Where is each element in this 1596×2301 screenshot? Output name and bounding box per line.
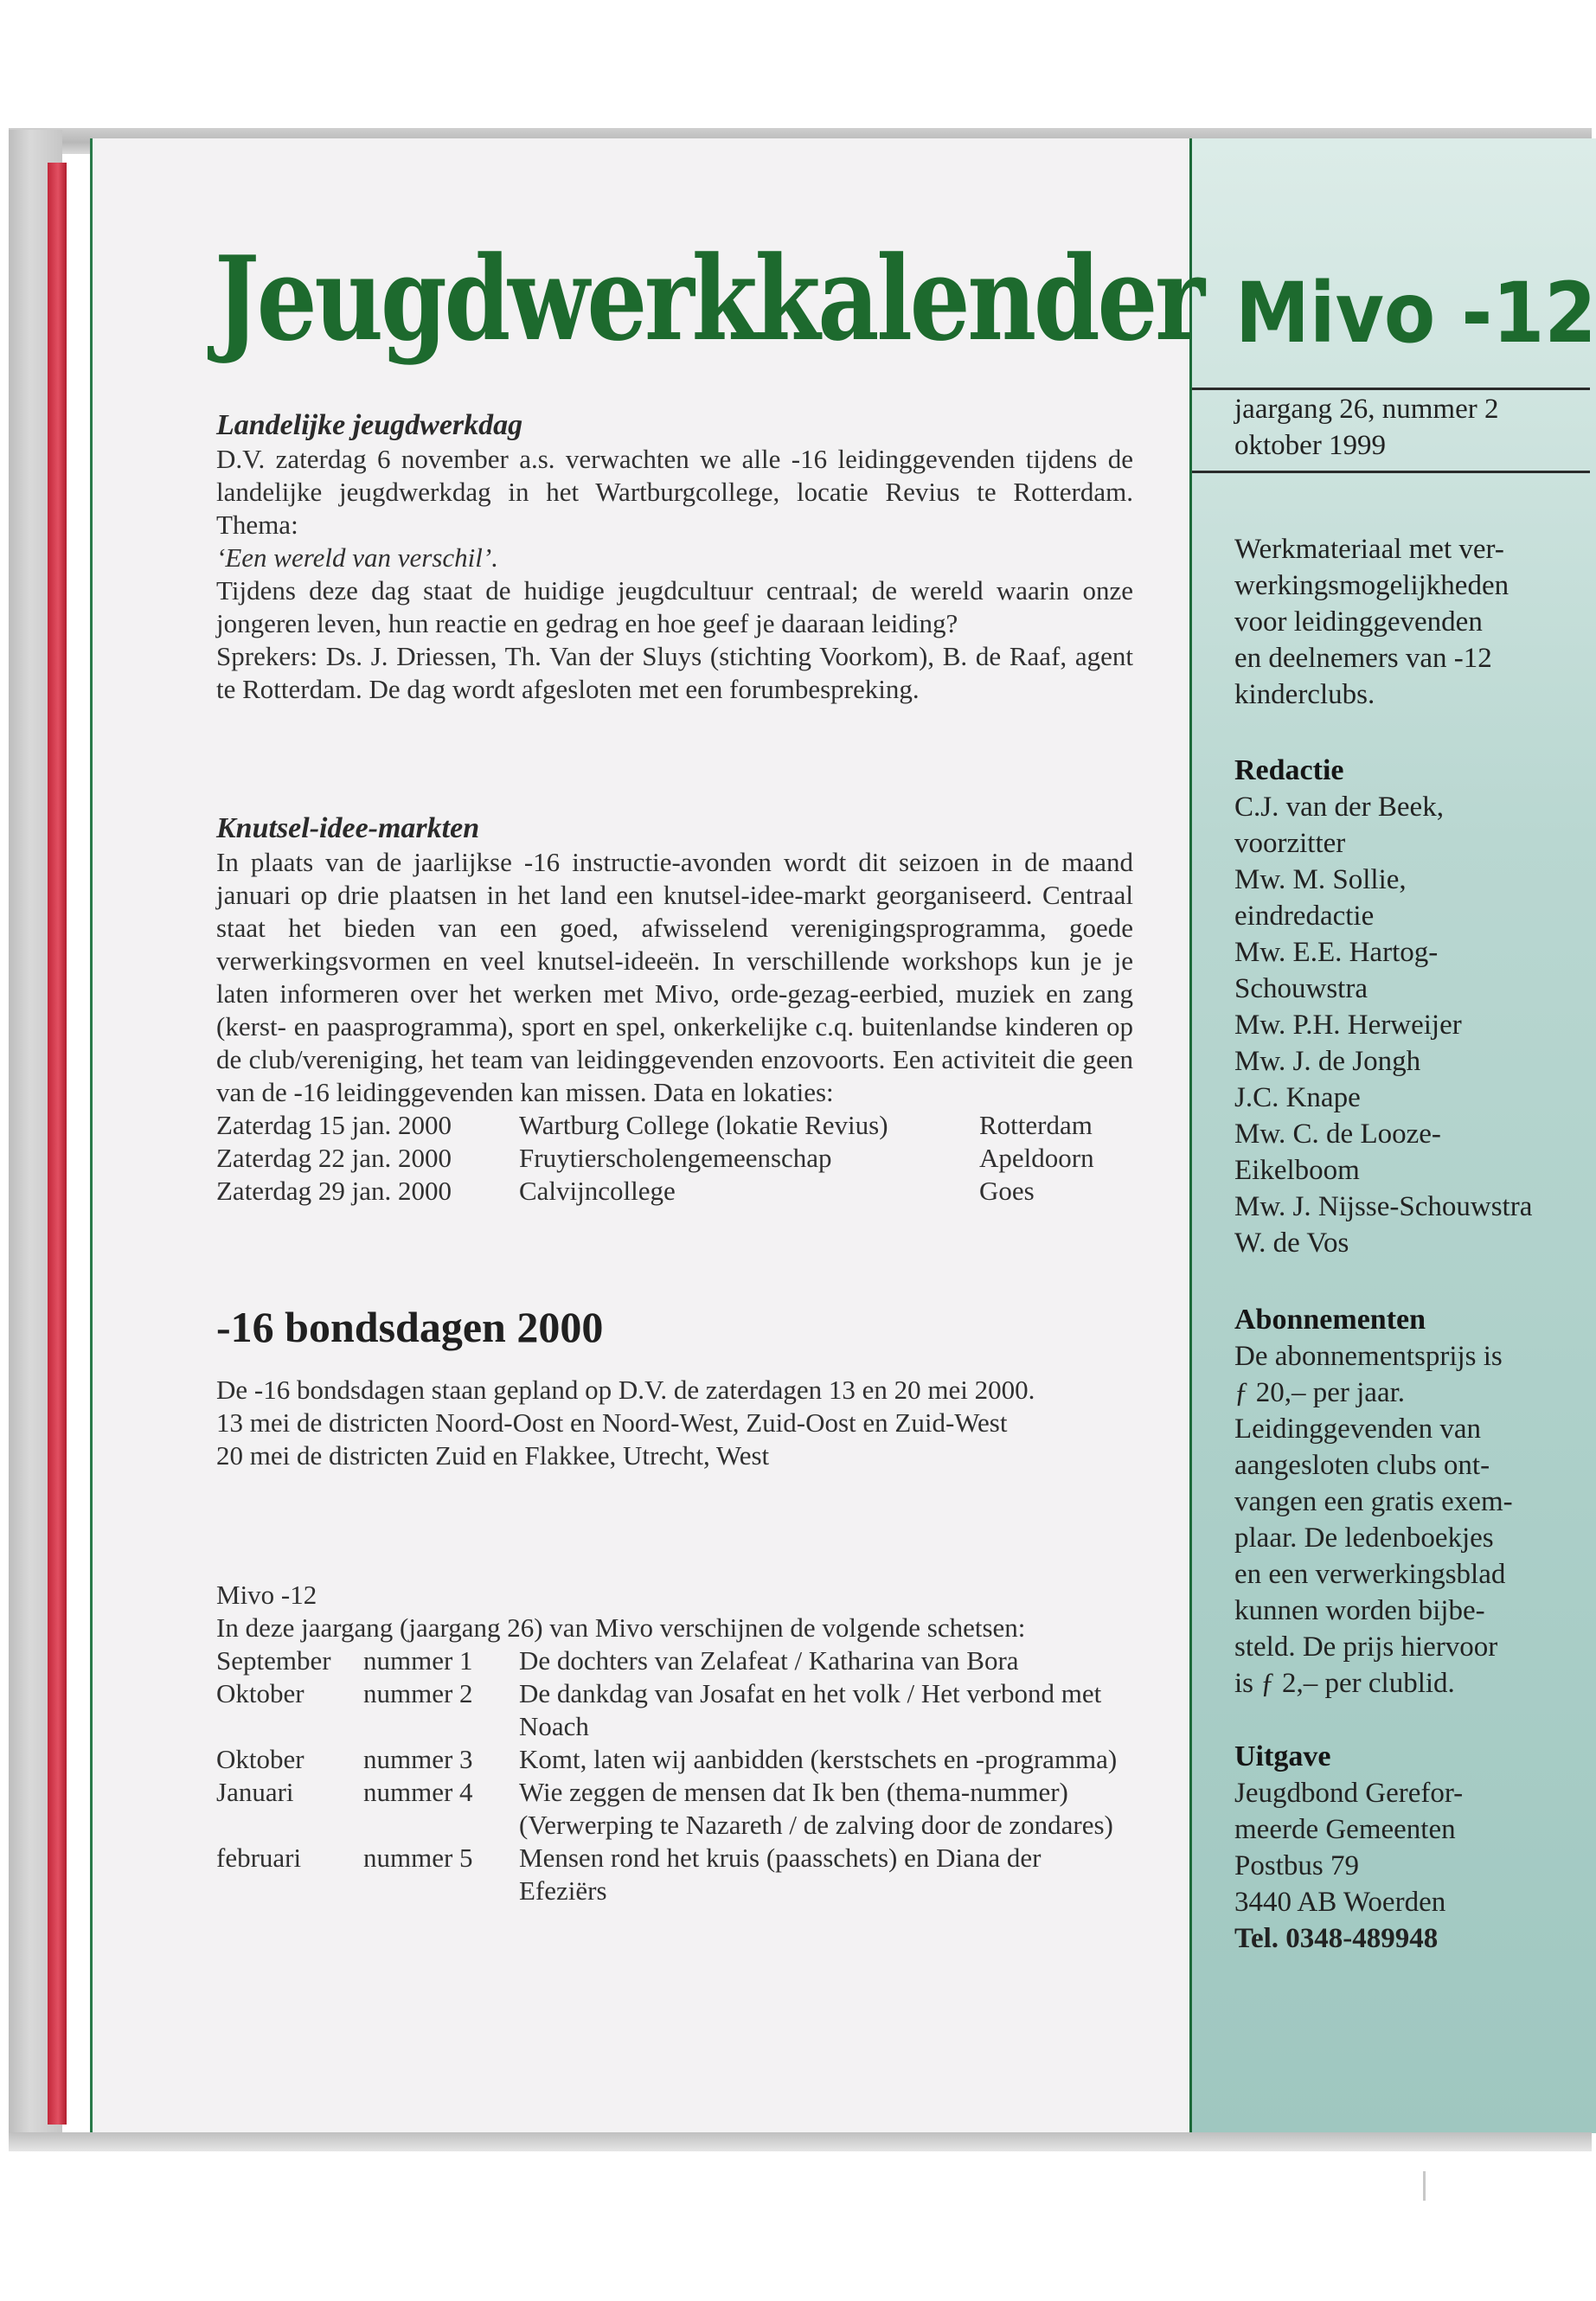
redactie-line: voorzitter xyxy=(1234,828,1346,859)
abonnementen-line: Leidinggevenden van xyxy=(1234,1413,1481,1445)
redactie-line: Mw. E.E. Hartog- xyxy=(1234,937,1439,968)
venue-cell: Fruytierscholengemeenschap xyxy=(519,1143,832,1173)
intro-line: kinderclubs. xyxy=(1234,679,1375,710)
section-mivo xyxy=(216,1579,1133,1907)
date-cell: Zaterdag 29 jan. 2000 xyxy=(216,1176,452,1206)
red-spine-strip xyxy=(48,163,67,2125)
number-cell: nummer 2 xyxy=(363,1678,473,1708)
issue-date: oktober 1999 xyxy=(1234,430,1387,461)
month-cell: Oktober xyxy=(216,1744,304,1774)
redactie-line: J.C. Knape xyxy=(1234,1082,1361,1113)
city-cell: Rotterdam xyxy=(979,1110,1093,1140)
phone-number: Tel. 0348-489948 xyxy=(1234,1923,1439,1954)
uitgave-line: meerde Gemeenten xyxy=(1234,1814,1456,1845)
intro-line: Werkmateriaal met ver- xyxy=(1234,534,1504,565)
section-intro: In deze jaargang (jaargang 26) van Mivo verschijnen de volgende schetsen: xyxy=(216,1612,1026,1643)
table-row xyxy=(216,1842,1133,1907)
city-cell: Goes xyxy=(979,1176,1035,1206)
section-markten xyxy=(216,811,1133,1208)
desc-cell: Mensen rond het kruis (paasschets) en Diana der Efeziërs xyxy=(519,1843,1042,1906)
section-bondsdagen xyxy=(216,1303,1133,1472)
desc-cell: De dochters van Zelafeat / Katharina van Bora xyxy=(519,1645,1019,1676)
sidebar-title: Mivo -12 xyxy=(1235,265,1596,362)
abonnementen-line: is ƒ 2,– per clublid. xyxy=(1234,1668,1455,1699)
sidebar-rule-bottom xyxy=(1192,471,1590,473)
abonnementen-line: aangesloten clubs ont- xyxy=(1234,1450,1490,1481)
redactie-line: C.J. van der Beek, xyxy=(1234,792,1444,823)
month-cell: September xyxy=(216,1645,331,1676)
abonnementen-line: plaar. De ledenboekjes xyxy=(1234,1522,1494,1554)
redactie-line: W. de Vos xyxy=(1234,1227,1349,1259)
city-cell: Apeldoorn xyxy=(979,1143,1094,1173)
binder-bottom-edge xyxy=(9,2132,1592,2151)
abonnementen-line: kunnen worden bijbe- xyxy=(1234,1595,1485,1626)
desc-text: Wie zeggen de mensen dat Ik ben (thema-nummer) xyxy=(519,1777,1068,1807)
sidebar-abonnementen xyxy=(1234,1302,1589,1702)
month-cell: Oktober xyxy=(216,1678,304,1708)
desc-cell: Komt, laten wij aanbidden (kerstschets en -programma) xyxy=(519,1744,1118,1774)
table-row xyxy=(216,1175,1094,1208)
section-title: Knutsel-idee-markten xyxy=(216,812,480,844)
section-subheading: Mivo -12 xyxy=(216,1580,317,1610)
redactie-line: Eikelboom xyxy=(1234,1155,1360,1186)
abonnementen-heading: Abonnementen xyxy=(1234,1304,1426,1336)
section-body: De -16 bondsdagen staan gepland op D.V. de zaterdagen 13 en 20 mei 2000. xyxy=(216,1375,1035,1405)
section-body: 13 mei de districten Noord-Oost en Noord-West, Zuid-Oost en Zuid-West xyxy=(216,1407,1008,1438)
issue-line: jaargang 26, nummer 2 xyxy=(1234,394,1499,425)
issues-table xyxy=(216,1644,1133,1907)
sidebar-redactie xyxy=(1234,753,1589,1261)
section-body: 20 mei de districten Zuid en Flakkee, Utrecht, West xyxy=(216,1440,770,1471)
scan-speck xyxy=(1423,2171,1426,2201)
redactie-heading: Redactie xyxy=(1234,754,1344,786)
abonnementen-line: De abonnementsprijs is xyxy=(1234,1341,1503,1372)
uitgave-line: Postbus 79 xyxy=(1234,1850,1359,1881)
section-heading: -16 bondsdagen 2000 xyxy=(216,1303,604,1351)
section-speakers: Sprekers: Ds. J. Driessen, Th. Van der Sluys (stichting Voorkom), B. de Raaf, agent te Rotterdam. De dag wordt afgesloten met een forumbespreking. xyxy=(216,641,1133,704)
month-cell: februari xyxy=(216,1843,302,1873)
redactie-line: Schouwstra xyxy=(1234,973,1368,1004)
abonnementen-line: ƒ 20,– per jaar. xyxy=(1234,1377,1406,1408)
section-theme: ‘Een wereld van verschil’. xyxy=(216,542,498,573)
intro-line: werkingsmogelijkheden xyxy=(1234,570,1509,601)
uitgave-line: 3440 AB Woerden xyxy=(1234,1887,1446,1918)
number-cell: nummer 1 xyxy=(363,1645,473,1676)
redactie-line: Mw. C. de Looze- xyxy=(1234,1118,1441,1150)
redactie-line: eindredactie xyxy=(1234,901,1375,932)
intro-line: en deelnemers van -12 xyxy=(1234,643,1492,674)
table-row xyxy=(216,1677,1133,1743)
date-cell: Zaterdag 15 jan. 2000 xyxy=(216,1110,452,1140)
table-row xyxy=(216,1109,1094,1142)
sidebar-issue-info xyxy=(1234,391,1589,464)
number-cell: nummer 5 xyxy=(363,1843,473,1873)
desc-cell xyxy=(519,1776,1133,1842)
venue-cell: Calvijncollege xyxy=(519,1176,676,1206)
month-cell: Januari xyxy=(216,1777,294,1807)
venue-cell: Wartburg College (lokatie Revius) xyxy=(519,1110,888,1140)
redactie-line: Mw. P.H. Herweijer xyxy=(1234,1009,1462,1041)
intro-line: voor leidinggevenden xyxy=(1234,606,1483,638)
section-body-2: Tijdens deze dag staat de huidige jeugdcultuur centraal; de wereld waarin onze jongeren leven, hun reactie en gedrag en hoe geef je daaraan leiding? xyxy=(216,575,1133,638)
abonnementen-line: en een verwerkingsblad xyxy=(1234,1559,1506,1590)
section-title: Landelijke jeugdwerkdag xyxy=(216,409,523,441)
redactie-line: Mw. J. de Jongh xyxy=(1234,1046,1421,1077)
page-title: Jeugdwerkkalender xyxy=(215,230,1202,367)
uitgave-heading: Uitgave xyxy=(1234,1740,1331,1772)
section-body: In plaats van de jaarlijkse -16 instructie-avonden wordt dit seizoen in de maand januari op drie plaatsen in het land een knutsel-idee-markt georganiseerd. Centraal staat het bieden van een goed, afwisselend verenigingsprogramma, goede verwerkingsvormen en veel knutsel-ideeën. In verschillende workshops kun je je laten informeren over het werken met Mivo, orde-gezag-eerbied, muziek en zang (kerst- en paasprogramma), sport en spel, onkerkelijke c.q. buitenlandse kinderen op de club/vereniging, het team van leidinggevenden enzovoorts. Een activiteit die geen van de -16 leidinggevenden kan missen. Data en lokaties: xyxy=(216,847,1133,1107)
table-row xyxy=(216,1142,1094,1175)
table-row xyxy=(216,1644,1133,1677)
redactie-line: Mw. M. Sollie, xyxy=(1234,864,1407,895)
uitgave-line: Jeugdbond Gerefor- xyxy=(1234,1778,1464,1809)
dates-table xyxy=(216,1109,1094,1208)
abonnementen-line: steld. De prijs hiervoor xyxy=(1234,1631,1498,1663)
number-cell: nummer 3 xyxy=(363,1744,473,1774)
abonnementen-line: vangen een gratis exem- xyxy=(1234,1486,1513,1517)
section-body: D.V. zaterdag 6 november a.s. verwachten we alle -16 leidinggevenden tijdens de landelijke jeugdwerkdag in het Wartburgcollege, locatie Revius te Rotterdam. Thema: xyxy=(216,444,1133,540)
desc-cell: De dankdag van Josafat en het volk / Het verbond met Noach xyxy=(519,1678,1102,1741)
sidebar-rule-top xyxy=(1192,388,1590,390)
sidebar-uitgave xyxy=(1234,1739,1589,1957)
section-jeugdwerkdag xyxy=(216,408,1133,706)
sidebar-intro xyxy=(1234,531,1589,713)
desc-extra: (Verwerping te Nazareth / de zalving door de zondares) xyxy=(519,1810,1113,1840)
date-cell: Zaterdag 22 jan. 2000 xyxy=(216,1143,452,1173)
number-cell: nummer 4 xyxy=(363,1777,473,1807)
redactie-line: Mw. J. Nijsse-Schouwstra xyxy=(1234,1191,1533,1222)
table-row xyxy=(216,1776,1133,1842)
table-row xyxy=(216,1743,1133,1776)
